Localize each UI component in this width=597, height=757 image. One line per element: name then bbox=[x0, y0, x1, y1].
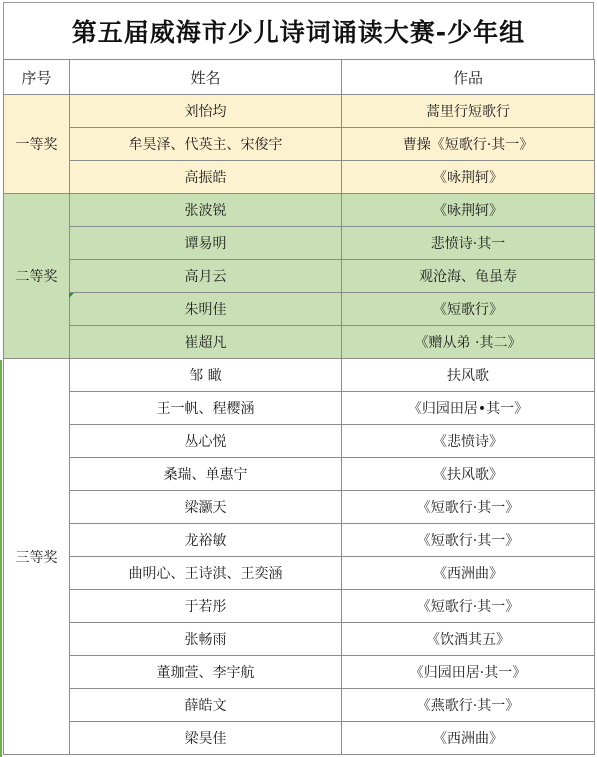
awards-table-body bbox=[4, 60, 595, 755]
table-row bbox=[4, 161, 595, 194]
table-row bbox=[4, 293, 595, 326]
table-row bbox=[4, 623, 595, 656]
work-cell[interactable]: 《咏荆轲》 bbox=[342, 194, 595, 227]
award-level-cell[interactable]: 三等奖 bbox=[4, 359, 70, 755]
award-level-cell[interactable]: 一等奖 bbox=[4, 95, 70, 194]
work-cell[interactable]: 《归园田居·其一》 bbox=[342, 656, 595, 689]
name-cell[interactable]: 刘怡均 bbox=[70, 95, 342, 128]
table-row bbox=[4, 359, 595, 392]
name-cell[interactable]: 梁灏天 bbox=[70, 491, 342, 524]
cell-comment-marker bbox=[69, 293, 74, 298]
header-cell-index[interactable]: 序号 bbox=[4, 60, 70, 95]
work-cell[interactable]: 扶风歌 bbox=[342, 359, 595, 392]
table-row bbox=[4, 326, 595, 359]
table-row bbox=[4, 491, 595, 524]
name-cell[interactable]: 高振皓 bbox=[70, 161, 342, 194]
name-cell[interactable]: 牟昊泽、代英主、宋俊宇 bbox=[70, 128, 342, 161]
work-cell[interactable]: 悲愤诗·其一 bbox=[342, 227, 595, 260]
name-cell[interactable]: 梁昊佳 bbox=[70, 722, 342, 755]
name-cell[interactable]: 龙裕敏 bbox=[70, 524, 342, 557]
name-cell[interactable]: 曲明心、王诗淇、王奕涵 bbox=[70, 557, 342, 590]
table-row bbox=[4, 194, 595, 227]
work-cell[interactable]: 观沧海、龟虽寿 bbox=[342, 260, 595, 293]
work-cell[interactable]: 《短歌行·其一》 bbox=[342, 590, 595, 623]
name-cell[interactable]: 桑瑞、单惠宁 bbox=[70, 458, 342, 491]
name-cell[interactable]: 谭易明 bbox=[70, 227, 342, 260]
table-row bbox=[4, 425, 595, 458]
table-row bbox=[4, 524, 595, 557]
page-title: 第五届威海市少儿诗词诵读大赛-少年组 bbox=[71, 18, 526, 47]
title-cell[interactable] bbox=[3, 2, 594, 60]
name-cell[interactable]: 朱明佳 bbox=[70, 293, 342, 326]
name-cell[interactable]: 董珈萱、李宇航 bbox=[70, 656, 342, 689]
table-row bbox=[4, 656, 595, 689]
awards-table bbox=[3, 59, 595, 755]
name-cell[interactable]: 高月云 bbox=[70, 260, 342, 293]
work-cell[interactable]: 曹操《短歌行·其一》 bbox=[342, 128, 595, 161]
work-cell[interactable]: 《西洲曲》 bbox=[342, 557, 595, 590]
name-cell[interactable]: 王一帆、程樱涵 bbox=[70, 392, 342, 425]
header-cell-work[interactable]: 作品 bbox=[342, 60, 595, 95]
header-cell-name[interactable]: 姓名 bbox=[70, 60, 342, 95]
name-cell[interactable]: 张波锐 bbox=[70, 194, 342, 227]
header-row bbox=[4, 60, 595, 95]
name-cell[interactable]: 于若彤 bbox=[70, 590, 342, 623]
table-row bbox=[4, 392, 595, 425]
award-level-cell[interactable]: 二等奖 bbox=[4, 194, 70, 359]
name-cell[interactable]: 薛皓文 bbox=[70, 689, 342, 722]
table-row bbox=[4, 95, 595, 128]
row-selection-edge bbox=[0, 360, 2, 757]
work-cell[interactable]: 《短歌行》 bbox=[342, 293, 595, 326]
work-cell[interactable]: 《饮酒其五》 bbox=[342, 623, 595, 656]
table-row bbox=[4, 260, 595, 293]
table-row bbox=[4, 590, 595, 623]
work-cell[interactable]: 《西洲曲》 bbox=[342, 722, 595, 755]
work-cell[interactable]: 《咏荆轲》 bbox=[342, 161, 595, 194]
table-row bbox=[4, 557, 595, 590]
work-cell[interactable]: 《归园田居•其一》 bbox=[342, 392, 595, 425]
name-cell[interactable]: 邹 瞰 bbox=[70, 359, 342, 392]
table-row bbox=[4, 227, 595, 260]
table-row bbox=[4, 689, 595, 722]
table-row bbox=[4, 128, 595, 161]
work-cell[interactable]: 《扶风歌》 bbox=[342, 458, 595, 491]
table-row bbox=[4, 722, 595, 755]
work-cell[interactable]: 《短歌行·其一》 bbox=[342, 524, 595, 557]
work-cell[interactable]: 《燕歌行·其一》 bbox=[342, 689, 595, 722]
work-cell[interactable]: 《短歌行·其一》 bbox=[342, 491, 595, 524]
table-row bbox=[4, 458, 595, 491]
name-cell[interactable]: 丛心悦 bbox=[70, 425, 342, 458]
name-cell[interactable]: 张畅雨 bbox=[70, 623, 342, 656]
name-cell[interactable]: 崔超凡 bbox=[70, 326, 342, 359]
work-cell[interactable]: 《赠从弟 ·其二》 bbox=[342, 326, 595, 359]
work-cell[interactable]: 蒿里行短歌行 bbox=[342, 95, 595, 128]
work-cell[interactable]: 《悲愤诗》 bbox=[342, 425, 595, 458]
